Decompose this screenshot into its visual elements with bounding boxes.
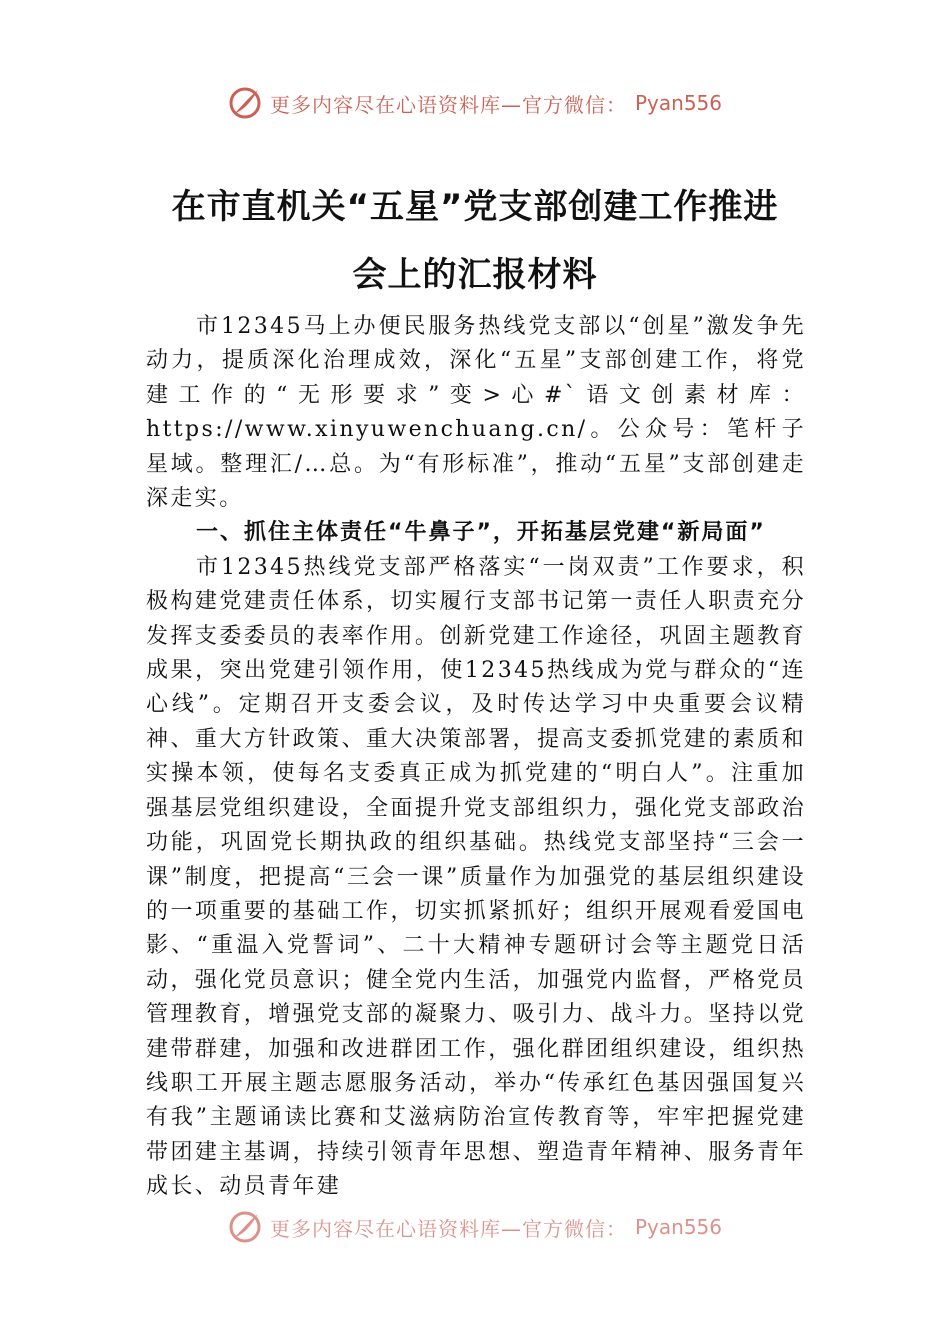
watermark-wechat-id: Pyan556 xyxy=(634,91,722,115)
intro-paragraph: 市12345马上办便民服务热线党支部以“创星”激发争先动力，提质深化治理成效，深化“五星”支部创建工作，将党建工作的“无形要求”变>心#`语文创素材库：https://www.xinyuwenchuang.cn/。公众号：笔杆子星域。整理汇/…总。为“有形标准”，推动“五星”支部创建走深走实。 xyxy=(146,314,806,512)
watermark-footer xyxy=(0,1210,950,1244)
watermark-wechat-id: Pyan556 xyxy=(634,1215,722,1239)
document-title-line-2: 会上的汇报材料 xyxy=(352,255,598,295)
watermark-header xyxy=(0,86,950,120)
quill-logo-icon xyxy=(228,86,262,120)
document-title-line-1: 在市直机关“五星”党支部创建工作推进 xyxy=(171,187,779,227)
document-body xyxy=(146,310,806,1205)
quill-logo-icon xyxy=(228,1210,262,1244)
section-heading: 一、抓住主体责任“牛鼻子”，开拓基层党建“新局面” xyxy=(196,520,766,546)
watermark-text: 更多内容尽在心语资料库—官方微信： xyxy=(269,1216,627,1241)
body-paragraph: 市12345热线党支部严格落实“一岗双责”工作要求，积极构建党建责任体系，切实履行支部书记第一责任人职责充分发挥支委委员的表率作用。创新党建工作途径，巩固主题教育成果，突出党建引领作用，使12345热线成为党与群众的“连心线”。定期召开支委会议，及时传达学习中央重要会议精神、重大方针政策、重大决策部署，提高支委抓党建的素质和实操本领，使每名支委真正成为抓党建的“明白人”。注重加强基层党组织建设，全面提升党支部组织力，强化党支部政治功能，巩固党长期执政的组织基础。热线党支部坚持“三会一课”制度，把提高“三会一课”质量作为加强党的基层组织建设的一项重要的基础工作，切实抓紧抓好；组织开展观看爱国电影、“重温入党誓词”、二十大精神专题研讨会等主题党日活动，强化党员意识；健全党内生活，加强党内监督，严格党员管理教育，增强党支部的凝聚力、吸引力、战斗力。坚持以党建带群建，加强和改进群团工作，强化群团组织建设，组织热线职工开展主题志愿服务活动，举办“传承红色基因强国复兴有我”主题诵读比赛和艾滋病防治宣传教育等，牢牢把握党建带团建主基调，持续引领青年思想、塑造青年精神、服务青年成长、动员青年建 xyxy=(146,554,806,1200)
watermark-text: 更多内容尽在心语资料库—官方微信： xyxy=(269,92,627,117)
